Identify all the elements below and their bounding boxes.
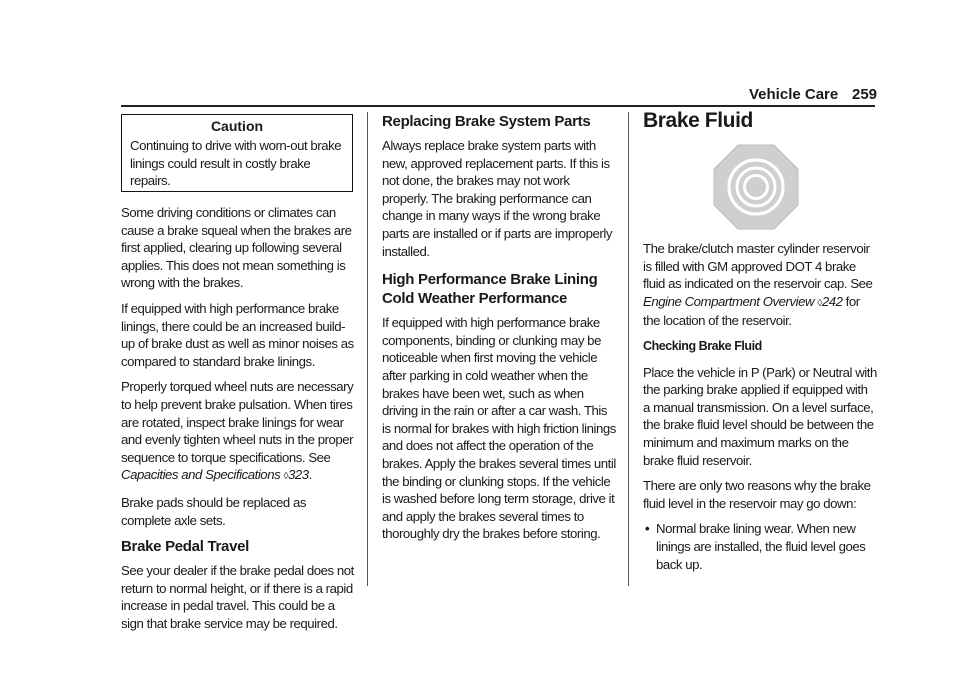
link-capacities-specifications[interactable]: Capacities and Specifications — [121, 467, 281, 483]
paragraph-brake-squeal: Some driving conditions or climates can cause a brake squeal when the brakes are first applied, clearing up following several applies. This does not mean something is wrong with the brakes. — [121, 205, 352, 291]
caution-text: Continuing to drive with worn-out brake linings could result in costly brake repairs. — [130, 138, 342, 189]
link-page-323[interactable]: 323 — [287, 467, 309, 483]
page-ref-arrow-icon: ◊ — [283, 471, 288, 483]
column-divider-2 — [628, 112, 629, 586]
paragraph-end-period: . — [308, 467, 312, 483]
paragraph-two-reasons: There are only two reasons why the brake fluid level in the reservoir may go down: — [643, 478, 871, 511]
paragraph-pedal-travel: See your dealer if the brake pedal does not return to normal height, or if there is a rapid increase in pedal travel. This could be a sign that brake service may be required. — [121, 563, 354, 631]
column-2 — [382, 112, 616, 551]
brake-fluid-icon — [712, 143, 800, 231]
reasons-list — [643, 520, 877, 573]
link-engine-compartment-overview[interactable]: Engine Compartment Overview — [643, 293, 815, 309]
heading-brake-fluid: Brake Fluid — [643, 109, 753, 132]
paragraph-reservoir-text: The brake/clutch master cylinder reservoir is filled with GM approved DOT 4 brake fluid as indicated on the reservoir cap. See — [643, 241, 873, 292]
page-ref-arrow-icon: ◊ — [817, 297, 822, 309]
column-3-body — [643, 240, 877, 573]
column-3 — [643, 109, 877, 138]
running-header-title: Vehicle Care — [749, 86, 839, 103]
subheading-checking-brake-fluid: Checking Brake Fluid — [643, 338, 762, 353]
caution-title: Caution — [210, 118, 264, 134]
paragraph-checking: Place the vehicle in P (Park) or Neutral with the parking brake applied if equipped with a manual transmission. On a level surface, the brake fluid level should be between the minimum and maximum marks on the brake fluid reservoir. — [643, 364, 877, 468]
paragraph-wheel-nuts-text: Properly torqued wheel nuts are necessary to help prevent brake pulsation. When tires are rotated, inspect brake linings for wear and evenly tighten wheel nuts in the proper sequence to torque specifications. See — [121, 379, 354, 465]
paragraph-wheel-nuts — [121, 378, 355, 486]
list-item: • Normal brake lining wear. When new linings are installed, the fluid level goes back up. — [656, 520, 877, 573]
heading-replacing-parts: Replacing Brake System Parts — [382, 113, 591, 130]
heading-brake-pedal-travel: Brake Pedal Travel — [121, 538, 250, 556]
heading-cold-weather: High Performance Brake Lining Cold Weather Performance — [382, 271, 598, 308]
column-divider-1 — [367, 112, 368, 586]
column-1 — [121, 204, 355, 640]
paragraph-reservoir-end: for the location of the reservoir. — [643, 293, 860, 329]
paragraph-brake-dust: If equipped with high performance brake linings, there could be an increased build-up of brake dust as well as minor noises as compared to standard brake linings. — [121, 300, 354, 369]
paragraph-cold-weather: If equipped with high performance brake components, binding or clunking may be noticeable when first moving the vehicle after parking in cold weather when the brakes have been wet, such as when driving in the rain or after a car wash. This is normal for brakes with high friction linings and does not affect the operation of the brakes. Apply the brakes several times until the binding or clunking stops. If the vehicle is washed before long term storage, drive it and apply the brakes several times to thoroughly dry the brakes before storing. — [382, 315, 616, 542]
paragraph-reservoir — [643, 240, 877, 330]
paragraph-brake-pads: Brake pads should be replaced as complete axle sets. — [121, 494, 307, 528]
caution-box — [121, 114, 353, 192]
paragraph-replacing-parts: Always replace brake system parts with new, approved replacement parts. If this is not done, the brakes may not work properly. The braking performance can change in many ways if the wrong brake parts are installed or if parts are improperly installed. — [382, 138, 612, 259]
header-rule — [121, 105, 875, 107]
link-page-242[interactable]: 242 — [821, 293, 843, 309]
page-number: 259 — [852, 86, 878, 103]
